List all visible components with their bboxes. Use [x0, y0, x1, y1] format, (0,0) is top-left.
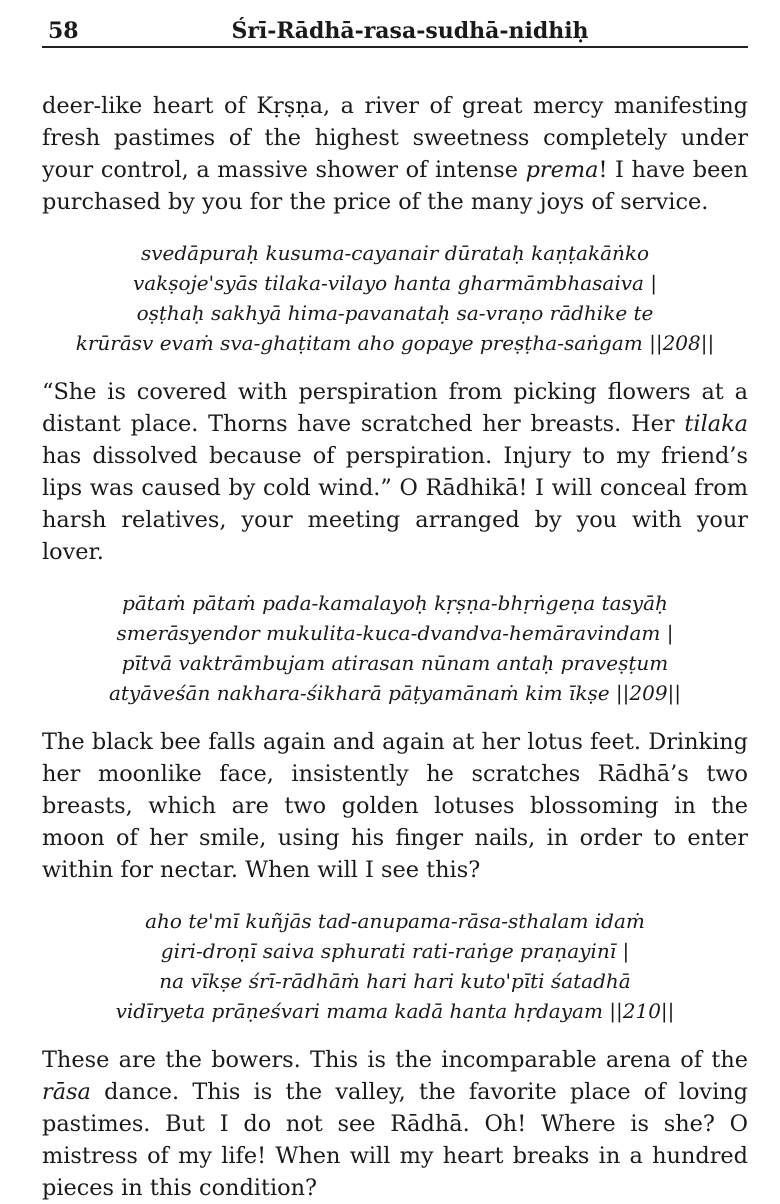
verse-210 — [42, 906, 748, 1026]
page-number: 58 — [48, 18, 79, 44]
page-header — [42, 14, 748, 48]
verse-line: krūrāsv evaṁ sva-ghaṭitam aho gopaye preṣṭha-saṅgam ||208|| — [75, 331, 715, 355]
paragraph-3: The black bee falls again and again at her lotus feet. Drinking her moonlike face, insistently he scratches Rādhā’s two breasts, which are two golden lotuses blossoming in the moon of her smile, using his finger nails, in order to enter within for nectar. When will I see this? — [42, 729, 748, 883]
verse-line: vakṣoje'syās tilaka-vilayo hanta gharmāmbhasaiva | — [132, 271, 658, 295]
verse-209 — [42, 588, 748, 708]
emphasis-rasa: rāsa — [42, 1079, 91, 1105]
paragraph-4: These are the bowers. This is the incomparable arena of the rāsa dance. This is the valley, the favorite place of loving pastimes. But I do not see Rādhā. Oh! Where is she? O mistress of my life! When will my heart breaks in a hundred pieces in this condition? — [42, 1047, 748, 1201]
verse-line: atyāveśān nakhara-śikharā pāṭyamānaṁ kim īkṣe ||209|| — [108, 681, 682, 705]
paragraph-1: deer-like heart of Kṛṣṇa, a river of great mercy manifesting fresh pastimes of the highest sweetness completely under your control, a massive shower of intense prema! I have been purchased by you for the price of the many joys of service. — [42, 93, 749, 215]
verse-line: na vīkṣe śrī-rādhāṁ hari hari kuto'pīti śatadhā — [159, 969, 631, 993]
verse-line: smerāsyendor mukulita-kuca-dvandva-hemāravindam | — [116, 621, 674, 645]
verse-line: giri-droṇī saiva sphurati rati-raṅge praṇayinī | — [160, 939, 630, 963]
running-title: Śrī-Rādhā-rasa-sudhā-nidhiḥ — [231, 18, 589, 44]
paragraph-2: “She is covered with perspiration from picking flowers at a distant place. Thorns have scratched her breasts. Her tilaka has dissolved because of perspiration. Injury to my friend’s lips was caused by cold wind.” O Rādhikā! I will conceal from harsh relatives, your meeting arranged by you with your lover. — [42, 379, 748, 565]
emphasis-prema: prema — [525, 157, 599, 183]
verse-line: svedāpuraḥ kusuma-cayanair dūrataḥ kaṇṭakāṅko — [140, 241, 650, 265]
verse-208 — [42, 238, 748, 358]
verse-line: pītvā vaktrāmbujam atirasan nūnam antaḥ praveṣṭum — [121, 651, 669, 675]
emphasis-tilaka: tilaka — [684, 411, 748, 437]
verse-line: aho te'mī kuñjās tad-anupama-rāsa-sthalam idaṁ — [145, 909, 645, 933]
verse-line: oṣṭhaḥ sakhyā hima-pavanataḥ sa-vraṇo rādhike te — [136, 301, 654, 325]
verse-line: pātaṁ pātaṁ pada-kamalayoḥ kṛṣṇa-bhṛṅgeṇa tasyāḥ — [122, 591, 668, 615]
verse-line: vidīryeta prāṇeśvari mama kadā hanta hṛdayam ||210|| — [115, 999, 675, 1023]
